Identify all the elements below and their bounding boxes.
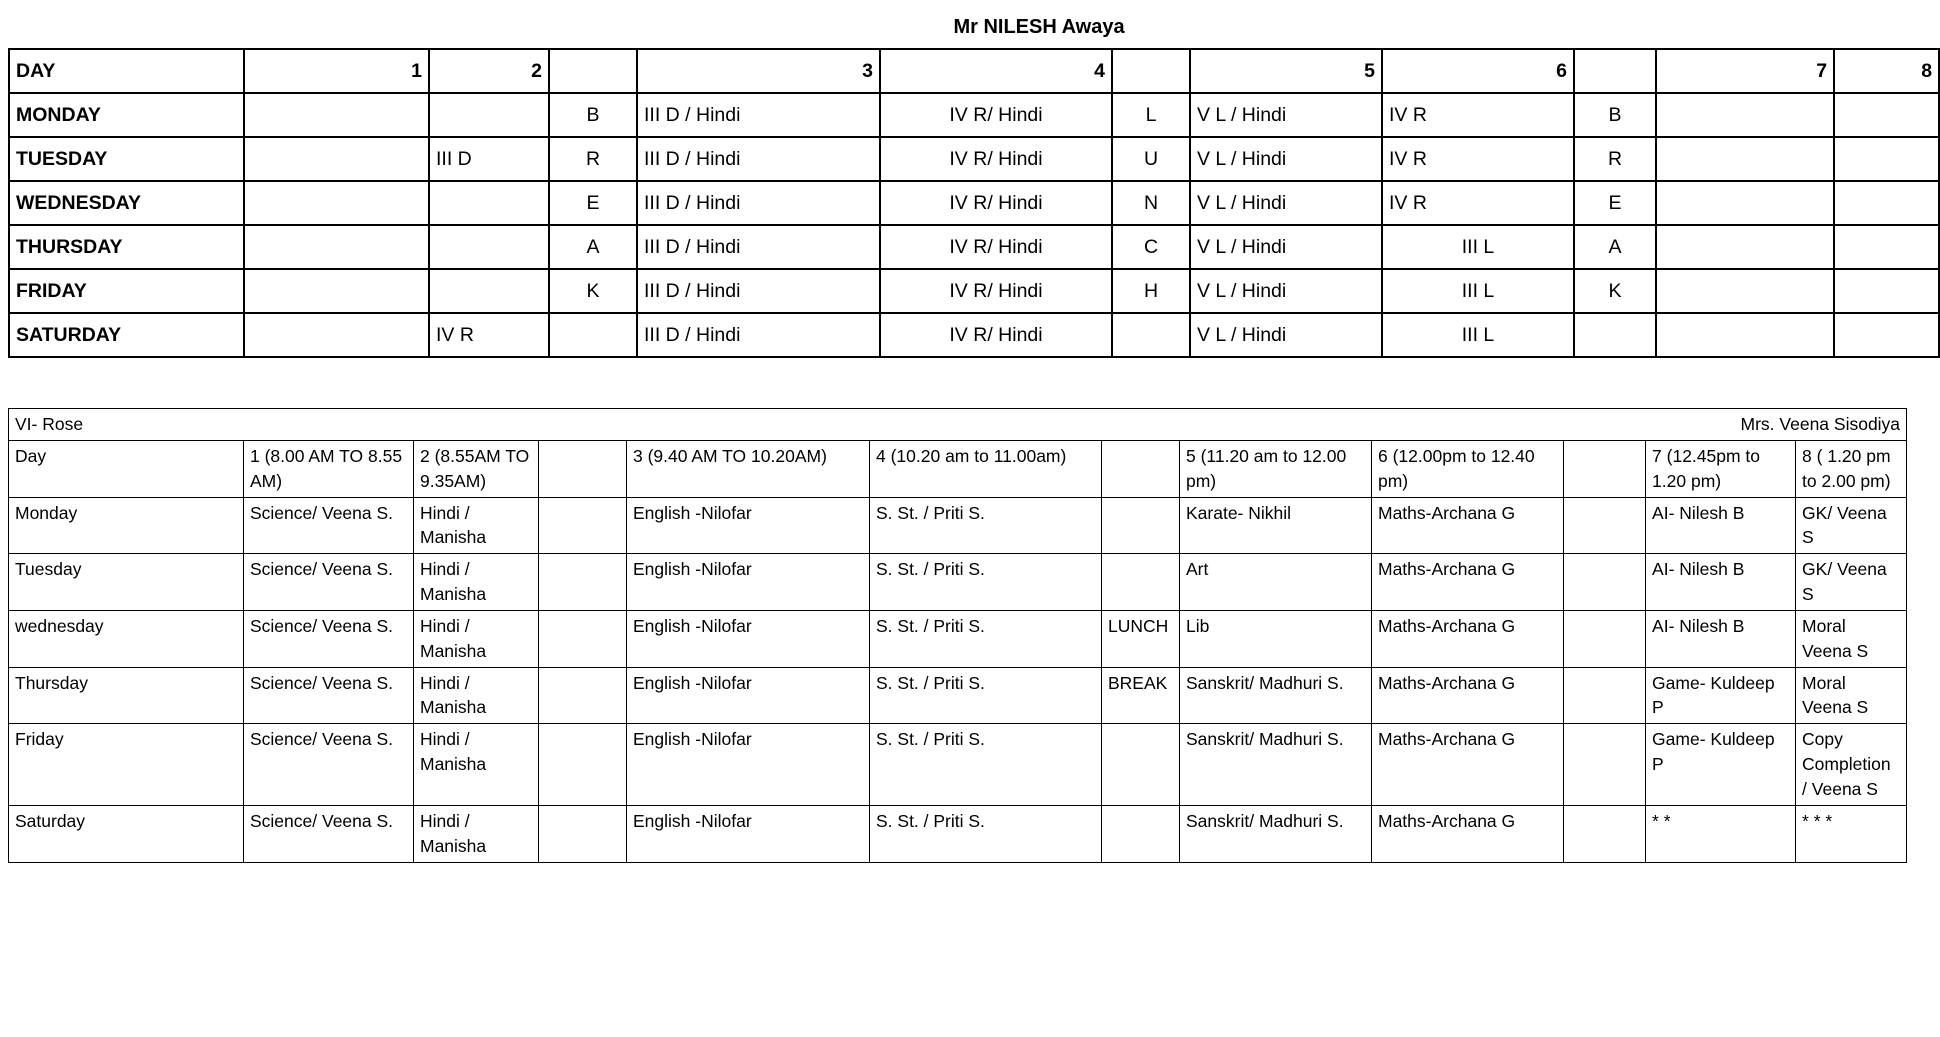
class-lunch-cell-tue	[1102, 554, 1180, 611]
row-day-saturday: SATURDAY	[9, 313, 244, 357]
class-cell-wed-p1: Science/ Veena S.	[244, 610, 414, 667]
cell-wed-p6: IV R	[1382, 181, 1574, 225]
class-cell-fri-p2: Hindi / Manisha	[414, 724, 539, 806]
cell-mon-p3: III D / Hindi	[637, 93, 880, 137]
cell-tue-p4: IV R/ Hindi	[880, 137, 1112, 181]
period-header-3: 3	[637, 49, 880, 93]
class-cell-wed-p2: Hindi / Manisha	[414, 610, 539, 667]
class-lunch-cell-mon	[1102, 497, 1180, 554]
row-day-wednesday: WEDNESDAY	[9, 181, 244, 225]
class-cell-thu-p7: Game- Kuldeep P	[1646, 667, 1796, 724]
class-cell-tue-p8: GK/ Veena S	[1796, 554, 1907, 611]
class-break2-cell-mon	[1564, 497, 1646, 554]
lunch-letter-4: C	[1112, 225, 1190, 269]
cell-fri-p5: V L / Hindi	[1190, 269, 1382, 313]
cell-thu-p3: III D / Hindi	[637, 225, 880, 269]
class-lunch-cell-fri	[1102, 724, 1180, 806]
class-break2-cell-fri	[1564, 724, 1646, 806]
class-lunch-label-line1: LUNCH	[1102, 610, 1180, 667]
class-break-cell-wed	[539, 610, 627, 667]
class-cell-sat-p8: * * *	[1796, 805, 1907, 862]
class-cell-wed-p5: Lib	[1180, 610, 1372, 667]
class-period-header-2: 2 (8.55AM TO 9.35AM)	[414, 440, 539, 497]
cell-tue-p2: III D	[429, 137, 549, 181]
class-timetable-section	[8, 408, 1908, 863]
class-cell-thu-p5: Sanskrit/ Madhuri S.	[1180, 667, 1372, 724]
break2-letter-6	[1574, 313, 1656, 357]
class-cell-mon-p2: Hindi / Manisha	[414, 497, 539, 554]
teacher-timetable	[8, 6, 1940, 358]
cell-tue-p7	[1656, 137, 1834, 181]
teacher-name-title: Mr NILESH Awaya	[244, 6, 1834, 49]
class-period-header-3: 3 (9.40 AM TO 10.20AM)	[627, 440, 870, 497]
cell-fri-p3: III D / Hindi	[637, 269, 880, 313]
table-row	[9, 225, 1939, 269]
cell-tue-p3: III D / Hindi	[637, 137, 880, 181]
lunch-letter-2: U	[1112, 137, 1190, 181]
class-break2-cell-tue	[1564, 554, 1646, 611]
teacher-timetable-section	[8, 6, 1933, 358]
cell-mon-p7	[1656, 93, 1834, 137]
cell-wed-p4: IV R/ Hindi	[880, 181, 1112, 225]
cell-tue-p8	[1834, 137, 1939, 181]
class-cell-sat-p2: Hindi / Manisha	[414, 805, 539, 862]
break2-letter-3: E	[1574, 181, 1656, 225]
class-period-header-5: 5 (11.20 am to 12.00 pm)	[1180, 440, 1372, 497]
class-cell-sat-p7: * *	[1646, 805, 1796, 862]
period-header-7: 7	[1656, 49, 1834, 93]
class-break2-column-header	[1564, 440, 1646, 497]
cell-tue-p1	[244, 137, 429, 181]
class-break-cell-sat	[539, 805, 627, 862]
class-cell-sat-p1: Science/ Veena S.	[244, 805, 414, 862]
cell-tue-p6: IV R	[1382, 137, 1574, 181]
cell-sat-p5: V L / Hindi	[1190, 313, 1382, 357]
class-cell-fri-p4: S. St. / Priti S.	[870, 724, 1102, 806]
period-header-6: 6	[1382, 49, 1574, 93]
class-timetable	[8, 408, 1907, 863]
class-cell-tue-p5: Art	[1180, 554, 1372, 611]
class-break-column-header	[539, 440, 627, 497]
class-cell-sat-p3: English -Nilofar	[627, 805, 870, 862]
day-header: DAY	[9, 49, 244, 93]
cell-wed-p8	[1834, 181, 1939, 225]
class-break2-cell-sat	[1564, 805, 1646, 862]
class-day-header: Day	[9, 440, 244, 497]
class-cell-mon-p6: Maths-Archana G	[1372, 497, 1564, 554]
break2-letter-4: A	[1574, 225, 1656, 269]
break2-column-header	[1574, 49, 1656, 93]
class-teacher-name: Mrs. Veena Sisodiya	[1646, 409, 1907, 441]
class-cell-thu-p3: English -Nilofar	[627, 667, 870, 724]
class-cell-fri-p5: Sanskrit/ Madhuri S.	[1180, 724, 1372, 806]
title-row-spacer-left	[9, 6, 244, 49]
cell-mon-p4: IV R/ Hindi	[880, 93, 1112, 137]
class-title-row	[9, 409, 1907, 441]
cell-fri-p1	[244, 269, 429, 313]
period-header-1: 1	[244, 49, 429, 93]
teacher-header-row	[9, 49, 1939, 93]
class-break-cell-tue	[539, 554, 627, 611]
cell-thu-p5: V L / Hindi	[1190, 225, 1382, 269]
class-cell-thu-p6: Maths-Archana G	[1372, 667, 1564, 724]
cell-sat-p1	[244, 313, 429, 357]
cell-thu-p2	[429, 225, 549, 269]
break-letter-5: K	[549, 269, 637, 313]
cell-wed-p2	[429, 181, 549, 225]
cell-sat-p6: III L	[1382, 313, 1574, 357]
cell-tue-p5: V L / Hindi	[1190, 137, 1382, 181]
class-cell-sat-p4: S. St. / Priti S.	[870, 805, 1102, 862]
cell-wed-p7	[1656, 181, 1834, 225]
table-row	[9, 724, 1907, 806]
period-header-8: 8	[1834, 49, 1939, 93]
class-row-day-monday: Monday	[9, 497, 244, 554]
class-cell-mon-p8: GK/ Veena S	[1796, 497, 1907, 554]
lunch-letter-3: N	[1112, 181, 1190, 225]
class-lunch-cell-sat	[1102, 805, 1180, 862]
class-cell-thu-p8: Moral Veena S	[1796, 667, 1907, 724]
class-period-header-4: 4 (10.20 am to 11.00am)	[870, 440, 1102, 497]
lunch-letter-5: H	[1112, 269, 1190, 313]
cell-mon-p6: IV R	[1382, 93, 1574, 137]
class-cell-mon-p5: Karate- Nikhil	[1180, 497, 1372, 554]
cell-sat-p4: IV R/ Hindi	[880, 313, 1112, 357]
cell-fri-p6: III L	[1382, 269, 1574, 313]
table-row	[9, 137, 1939, 181]
period-header-5: 5	[1190, 49, 1382, 93]
period-header-2: 2	[429, 49, 549, 93]
class-lunch-column-header	[1102, 440, 1180, 497]
break2-letter-1: B	[1574, 93, 1656, 137]
class-cell-fri-p6: Maths-Archana G	[1372, 724, 1564, 806]
class-cell-tue-p4: S. St. / Priti S.	[870, 554, 1102, 611]
class-break-cell-thu	[539, 667, 627, 724]
class-row-day-thursday: Thursday	[9, 667, 244, 724]
break-letter-2: R	[549, 137, 637, 181]
cell-mon-p2	[429, 93, 549, 137]
class-cell-thu-p1: Science/ Veena S.	[244, 667, 414, 724]
cell-mon-p8	[1834, 93, 1939, 137]
title-row-spacer-right	[1834, 6, 1939, 49]
cell-sat-p7	[1656, 313, 1834, 357]
class-break2-cell-wed	[1564, 610, 1646, 667]
class-cell-thu-p2: Hindi / Manisha	[414, 667, 539, 724]
cell-mon-p5: V L / Hindi	[1190, 93, 1382, 137]
class-row-day-tuesday: Tuesday	[9, 554, 244, 611]
cell-wed-p5: V L / Hindi	[1190, 181, 1382, 225]
class-name-label: VI- Rose	[9, 409, 244, 441]
break-letter-3: E	[549, 181, 637, 225]
teacher-title-row	[9, 6, 1939, 49]
period-header-4: 4	[880, 49, 1112, 93]
class-cell-mon-p3: English -Nilofar	[627, 497, 870, 554]
class-header-row	[9, 440, 1907, 497]
cell-fri-p4: IV R/ Hindi	[880, 269, 1112, 313]
cell-thu-p8	[1834, 225, 1939, 269]
row-day-tuesday: TUESDAY	[9, 137, 244, 181]
lunch-letter-6	[1112, 313, 1190, 357]
class-cell-fri-p3: English -Nilofar	[627, 724, 870, 806]
class-cell-tue-p7: AI- Nilesh B	[1646, 554, 1796, 611]
class-period-header-6: 6 (12.00pm to 12.40 pm)	[1372, 440, 1564, 497]
table-row	[9, 93, 1939, 137]
lunch-column-header	[1112, 49, 1190, 93]
class-cell-tue-p6: Maths-Archana G	[1372, 554, 1564, 611]
break-letter-4: A	[549, 225, 637, 269]
class-cell-wed-p8: Moral Veena S	[1796, 610, 1907, 667]
table-row	[9, 497, 1907, 554]
class-row-day-wednesday: wednesday	[9, 610, 244, 667]
cell-fri-p8	[1834, 269, 1939, 313]
break-letter-6	[549, 313, 637, 357]
class-period-header-7: 7 (12.45pm to 1.20 pm)	[1646, 440, 1796, 497]
table-row	[9, 181, 1939, 225]
break-letter-1: B	[549, 93, 637, 137]
table-row	[9, 667, 1907, 724]
class-break-cell-fri	[539, 724, 627, 806]
cell-thu-p7	[1656, 225, 1834, 269]
cell-wed-p1	[244, 181, 429, 225]
cell-thu-p1	[244, 225, 429, 269]
class-cell-sat-p6: Maths-Archana G	[1372, 805, 1564, 862]
cell-fri-p7	[1656, 269, 1834, 313]
cell-sat-p2: IV R	[429, 313, 549, 357]
class-cell-sat-p5: Sanskrit/ Madhuri S.	[1180, 805, 1372, 862]
break2-letter-2: R	[1574, 137, 1656, 181]
cell-sat-p3: III D / Hindi	[637, 313, 880, 357]
cell-sat-p8	[1834, 313, 1939, 357]
class-period-header-8: 8 ( 1.20 pm to 2.00 pm)	[1796, 440, 1907, 497]
class-break-cell-mon	[539, 497, 627, 554]
class-cell-tue-p2: Hindi / Manisha	[414, 554, 539, 611]
class-cell-fri-p7: Game- Kuldeep P	[1646, 724, 1796, 806]
class-title-spacer	[244, 409, 1646, 441]
break-column-header	[549, 49, 637, 93]
cell-wed-p3: III D / Hindi	[637, 181, 880, 225]
table-row	[9, 554, 1907, 611]
class-cell-mon-p4: S. St. / Priti S.	[870, 497, 1102, 554]
class-lunch-label-line2: BREAK	[1102, 667, 1180, 724]
row-day-friday: FRIDAY	[9, 269, 244, 313]
class-break2-cell-thu	[1564, 667, 1646, 724]
row-day-thursday: THURSDAY	[9, 225, 244, 269]
table-row	[9, 805, 1907, 862]
row-day-monday: MONDAY	[9, 93, 244, 137]
class-cell-wed-p7: AI- Nilesh B	[1646, 610, 1796, 667]
class-cell-wed-p4: S. St. / Priti S.	[870, 610, 1102, 667]
class-cell-fri-p8: Copy Completion / Veena S	[1796, 724, 1907, 806]
cell-thu-p4: IV R/ Hindi	[880, 225, 1112, 269]
class-row-day-friday: Friday	[9, 724, 244, 806]
class-cell-mon-p7: AI- Nilesh B	[1646, 497, 1796, 554]
table-row	[9, 269, 1939, 313]
table-row	[9, 610, 1907, 667]
class-cell-mon-p1: Science/ Veena S.	[244, 497, 414, 554]
class-row-day-saturday: Saturday	[9, 805, 244, 862]
cell-fri-p2	[429, 269, 549, 313]
class-cell-wed-p3: English -Nilofar	[627, 610, 870, 667]
table-row	[9, 313, 1939, 357]
class-period-header-1: 1 (8.00 AM TO 8.55 AM)	[244, 440, 414, 497]
class-cell-tue-p3: English -Nilofar	[627, 554, 870, 611]
cell-thu-p6: III L	[1382, 225, 1574, 269]
class-cell-wed-p6: Maths-Archana G	[1372, 610, 1564, 667]
class-cell-tue-p1: Science/ Veena S.	[244, 554, 414, 611]
class-cell-thu-p4: S. St. / Priti S.	[870, 667, 1102, 724]
lunch-letter-1: L	[1112, 93, 1190, 137]
cell-mon-p1	[244, 93, 429, 137]
class-cell-fri-p1: Science/ Veena S.	[244, 724, 414, 806]
break2-letter-5: K	[1574, 269, 1656, 313]
